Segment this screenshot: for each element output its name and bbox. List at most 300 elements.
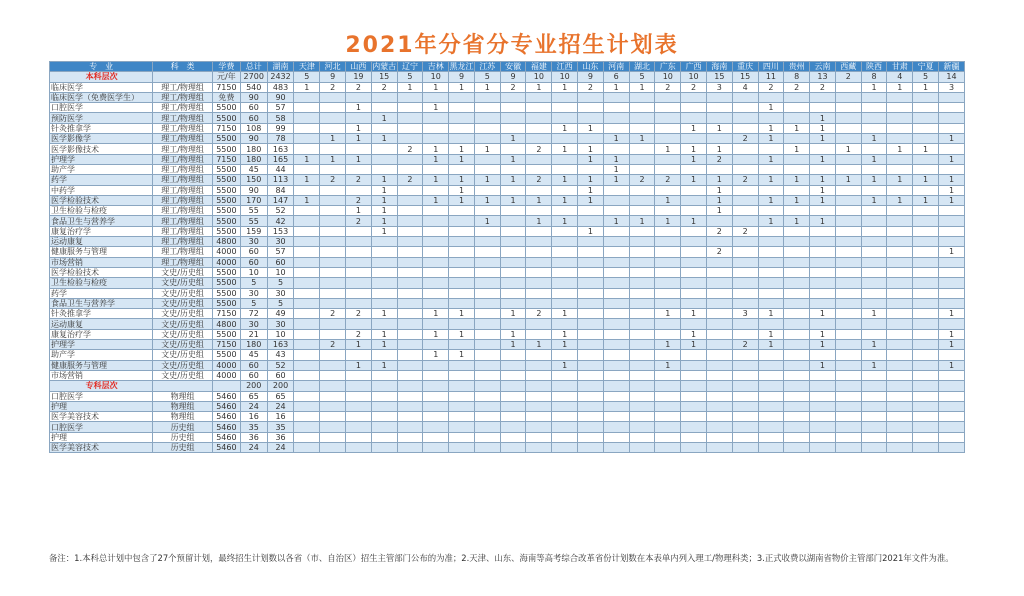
category-cell: 理工/物理组 <box>153 247 213 257</box>
value-cell <box>320 216 346 226</box>
value-cell: 57 <box>267 247 294 257</box>
value-cell <box>526 257 552 267</box>
value-cell <box>397 237 423 247</box>
value-cell <box>913 123 939 133</box>
value-cell <box>913 442 939 452</box>
value-cell <box>371 278 397 288</box>
value-cell <box>526 391 552 401</box>
value-cell <box>758 237 784 247</box>
value-cell: 1 <box>758 175 784 185</box>
value-cell: 1 <box>784 123 810 133</box>
value-cell <box>320 267 346 277</box>
category-cell: 理工/物理组 <box>153 82 213 92</box>
column-header: 广西 <box>681 62 707 72</box>
column-header: 河北 <box>320 62 346 72</box>
value-cell <box>681 237 707 247</box>
value-cell <box>861 247 887 257</box>
section-row <box>50 381 965 391</box>
major-cell: 医学检验技术 <box>50 267 153 277</box>
value-cell <box>681 360 707 370</box>
column-header: 福建 <box>526 62 552 72</box>
value-cell <box>913 401 939 411</box>
value-cell: 2 <box>835 72 861 82</box>
value-cell <box>578 432 604 442</box>
value-cell <box>578 309 604 319</box>
value-cell: 60 <box>240 247 267 257</box>
category-cell: 理工/物理组 <box>153 185 213 195</box>
category-cell: 理工/物理组 <box>153 175 213 185</box>
value-cell <box>320 185 346 195</box>
value-cell <box>500 288 526 298</box>
table-row <box>50 123 965 133</box>
value-cell <box>732 92 758 102</box>
value-cell <box>861 381 887 391</box>
value-cell <box>423 206 449 216</box>
table-row <box>50 412 965 422</box>
value-cell <box>500 185 526 195</box>
value-cell: 2 <box>346 82 372 92</box>
value-cell: 45 <box>240 350 267 360</box>
value-cell <box>732 422 758 432</box>
value-cell <box>835 360 861 370</box>
category-cell: 文史/历史组 <box>153 319 213 329</box>
column-header: 江西 <box>552 62 578 72</box>
category-cell: 文史/历史组 <box>153 360 213 370</box>
value-cell: 60 <box>240 370 267 380</box>
value-cell: 540 <box>240 82 267 92</box>
value-cell <box>938 257 964 267</box>
value-cell <box>449 412 475 422</box>
value-cell: 元/年 <box>212 72 240 82</box>
value-cell <box>887 329 913 339</box>
value-cell <box>629 92 655 102</box>
value-cell <box>346 185 372 195</box>
value-cell <box>371 247 397 257</box>
value-cell <box>320 103 346 113</box>
value-cell: 5500 <box>212 267 240 277</box>
table-row <box>50 216 965 226</box>
value-cell <box>423 226 449 236</box>
value-cell <box>294 412 320 422</box>
value-cell: 57 <box>267 103 294 113</box>
value-cell <box>294 370 320 380</box>
value-cell <box>346 226 372 236</box>
value-cell <box>655 422 681 432</box>
value-cell <box>913 381 939 391</box>
value-cell <box>938 278 964 288</box>
value-cell <box>706 237 732 247</box>
value-cell <box>758 370 784 380</box>
value-cell: 5 <box>240 298 267 308</box>
value-cell <box>810 381 836 391</box>
value-cell <box>294 432 320 442</box>
value-cell <box>887 154 913 164</box>
value-cell <box>784 350 810 360</box>
value-cell <box>294 103 320 113</box>
value-cell <box>578 257 604 267</box>
value-cell: 1 <box>294 82 320 92</box>
value-cell <box>294 206 320 216</box>
value-cell <box>578 134 604 144</box>
value-cell <box>397 164 423 174</box>
value-cell <box>629 278 655 288</box>
value-cell <box>552 422 578 432</box>
value-cell: 1 <box>835 175 861 185</box>
value-cell <box>423 319 449 329</box>
value-cell: 13 <box>810 72 836 82</box>
value-cell: 7150 <box>212 123 240 133</box>
value-cell <box>835 309 861 319</box>
value-cell <box>294 309 320 319</box>
value-cell <box>810 401 836 411</box>
value-cell: 1 <box>578 185 604 195</box>
value-cell: 1 <box>810 329 836 339</box>
value-cell <box>629 360 655 370</box>
value-cell <box>938 391 964 401</box>
value-cell <box>474 92 500 102</box>
value-cell: 1 <box>758 103 784 113</box>
value-cell <box>629 340 655 350</box>
value-cell <box>423 422 449 432</box>
value-cell: 36 <box>267 432 294 442</box>
value-cell <box>346 350 372 360</box>
value-cell <box>603 123 629 133</box>
value-cell <box>706 391 732 401</box>
value-cell <box>655 381 681 391</box>
value-cell: 52 <box>267 360 294 370</box>
column-header: 海南 <box>706 62 732 72</box>
column-header: 河南 <box>603 62 629 72</box>
value-cell: 5500 <box>212 206 240 216</box>
value-cell <box>474 103 500 113</box>
value-cell <box>706 360 732 370</box>
value-cell <box>449 206 475 216</box>
value-cell: 2 <box>346 309 372 319</box>
value-cell <box>474 237 500 247</box>
value-cell <box>294 298 320 308</box>
category-cell: 理工/物理组 <box>153 216 213 226</box>
value-cell: 1 <box>578 175 604 185</box>
value-cell: 170 <box>240 195 267 205</box>
value-cell <box>346 412 372 422</box>
value-cell: 52 <box>267 206 294 216</box>
value-cell: 2 <box>320 82 346 92</box>
value-cell <box>913 370 939 380</box>
value-cell: 1 <box>449 350 475 360</box>
value-cell <box>294 247 320 257</box>
value-cell <box>320 381 346 391</box>
value-cell <box>835 226 861 236</box>
value-cell: 1 <box>938 340 964 350</box>
value-cell <box>913 257 939 267</box>
category-cell: 文史/历史组 <box>153 309 213 319</box>
category-cell: 历史组 <box>153 422 213 432</box>
value-cell <box>655 257 681 267</box>
value-cell <box>552 206 578 216</box>
value-cell <box>732 401 758 411</box>
value-cell <box>835 206 861 216</box>
value-cell: 4800 <box>212 319 240 329</box>
value-cell <box>526 350 552 360</box>
major-cell: 医学检验技术 <box>50 195 153 205</box>
value-cell <box>913 278 939 288</box>
value-cell <box>449 288 475 298</box>
value-cell <box>732 370 758 380</box>
value-cell <box>887 257 913 267</box>
value-cell <box>423 360 449 370</box>
table-row <box>50 422 965 432</box>
value-cell: 150 <box>240 175 267 185</box>
value-cell <box>500 391 526 401</box>
value-cell: 60 <box>267 370 294 380</box>
value-cell: 5 <box>629 72 655 82</box>
value-cell: 1 <box>938 360 964 370</box>
value-cell <box>938 370 964 380</box>
value-cell <box>681 134 707 144</box>
value-cell <box>784 92 810 102</box>
value-cell <box>371 412 397 422</box>
value-cell: 1 <box>578 226 604 236</box>
value-cell <box>706 278 732 288</box>
value-cell <box>500 226 526 236</box>
value-cell: 58 <box>267 113 294 123</box>
value-cell <box>578 412 604 422</box>
value-cell <box>320 226 346 236</box>
value-cell <box>706 257 732 267</box>
value-cell <box>449 370 475 380</box>
value-cell: 1 <box>758 134 784 144</box>
value-cell: 90 <box>240 92 267 102</box>
header-row <box>50 62 965 72</box>
value-cell: 10 <box>655 72 681 82</box>
table-row <box>50 340 965 350</box>
value-cell: 30 <box>240 237 267 247</box>
value-cell: 1 <box>552 360 578 370</box>
value-cell <box>784 309 810 319</box>
value-cell <box>346 164 372 174</box>
value-cell: 1 <box>810 134 836 144</box>
value-cell <box>603 360 629 370</box>
value-cell <box>474 267 500 277</box>
value-cell <box>629 370 655 380</box>
table-row <box>50 298 965 308</box>
value-cell <box>655 267 681 277</box>
value-cell: 2 <box>346 195 372 205</box>
value-cell: 5500 <box>212 350 240 360</box>
major-cell: 针灸推拿学 <box>50 309 153 319</box>
value-cell: 113 <box>267 175 294 185</box>
value-cell <box>758 164 784 174</box>
value-cell: 1 <box>758 329 784 339</box>
value-cell: 16 <box>240 412 267 422</box>
value-cell: 2 <box>706 247 732 257</box>
value-cell <box>603 237 629 247</box>
value-cell <box>861 370 887 380</box>
value-cell <box>500 381 526 391</box>
value-cell: 5500 <box>212 144 240 154</box>
value-cell <box>938 206 964 216</box>
value-cell <box>732 247 758 257</box>
value-cell <box>938 422 964 432</box>
value-cell <box>526 412 552 422</box>
value-cell <box>526 185 552 195</box>
value-cell <box>397 206 423 216</box>
value-cell <box>526 164 552 174</box>
value-cell <box>835 134 861 144</box>
value-cell <box>835 442 861 452</box>
value-cell <box>732 123 758 133</box>
value-cell <box>938 164 964 174</box>
category-cell: 历史组 <box>153 442 213 452</box>
value-cell <box>500 401 526 411</box>
value-cell: 1 <box>552 340 578 350</box>
value-cell <box>449 92 475 102</box>
value-cell <box>449 401 475 411</box>
value-cell <box>294 113 320 123</box>
value-cell <box>732 195 758 205</box>
value-cell <box>397 278 423 288</box>
value-cell <box>397 226 423 236</box>
value-cell <box>294 216 320 226</box>
value-cell: 1 <box>629 134 655 144</box>
major-cell: 中药学 <box>50 185 153 195</box>
value-cell <box>681 226 707 236</box>
value-cell: 5500 <box>212 298 240 308</box>
value-cell <box>861 391 887 401</box>
value-cell <box>861 267 887 277</box>
value-cell <box>732 267 758 277</box>
value-cell <box>784 103 810 113</box>
value-cell <box>810 144 836 154</box>
value-cell <box>913 237 939 247</box>
value-cell <box>474 185 500 195</box>
value-cell <box>423 267 449 277</box>
value-cell <box>500 319 526 329</box>
value-cell <box>758 206 784 216</box>
value-cell <box>655 185 681 195</box>
major-cell: 市场营销 <box>50 370 153 380</box>
major-cell: 康复治疗学 <box>50 226 153 236</box>
value-cell <box>500 370 526 380</box>
value-cell <box>603 288 629 298</box>
value-cell: 2 <box>320 340 346 350</box>
value-cell <box>681 206 707 216</box>
value-cell <box>449 340 475 350</box>
value-cell <box>655 401 681 411</box>
value-cell <box>655 134 681 144</box>
value-cell <box>913 92 939 102</box>
value-cell: 1 <box>655 309 681 319</box>
value-cell <box>371 103 397 113</box>
value-cell <box>835 298 861 308</box>
value-cell: 147 <box>267 195 294 205</box>
value-cell: 44 <box>267 164 294 174</box>
value-cell: 5500 <box>212 134 240 144</box>
value-cell <box>655 350 681 360</box>
value-cell <box>294 350 320 360</box>
table-header <box>50 62 965 72</box>
value-cell <box>552 103 578 113</box>
value-cell: 1 <box>810 154 836 164</box>
major-cell: 运动康复 <box>50 319 153 329</box>
value-cell <box>603 103 629 113</box>
value-cell <box>913 340 939 350</box>
value-cell <box>810 206 836 216</box>
value-cell <box>938 319 964 329</box>
category-cell: 理工/物理组 <box>153 123 213 133</box>
value-cell: 7150 <box>212 82 240 92</box>
value-cell <box>887 247 913 257</box>
value-cell <box>887 164 913 174</box>
value-cell: 1 <box>449 195 475 205</box>
value-cell <box>397 195 423 205</box>
value-cell <box>474 391 500 401</box>
value-cell <box>552 267 578 277</box>
value-cell <box>500 350 526 360</box>
value-cell <box>681 92 707 102</box>
value-cell <box>887 340 913 350</box>
value-cell <box>320 370 346 380</box>
value-cell <box>732 288 758 298</box>
value-cell <box>887 298 913 308</box>
value-cell <box>526 442 552 452</box>
value-cell <box>810 298 836 308</box>
value-cell: 1 <box>552 329 578 339</box>
value-cell <box>526 134 552 144</box>
value-cell <box>346 432 372 442</box>
value-cell <box>320 257 346 267</box>
value-cell: 1 <box>681 154 707 164</box>
value-cell: 1 <box>681 340 707 350</box>
value-cell <box>655 329 681 339</box>
category-cell: 理工/物理组 <box>153 226 213 236</box>
value-cell <box>629 288 655 298</box>
value-cell <box>552 154 578 164</box>
value-cell: 15 <box>732 72 758 82</box>
column-header: 云南 <box>810 62 836 72</box>
value-cell <box>500 123 526 133</box>
value-cell <box>500 144 526 154</box>
value-cell: 43 <box>267 350 294 360</box>
major-cell: 卫生检验与检疫 <box>50 278 153 288</box>
value-cell <box>603 278 629 288</box>
value-cell <box>887 267 913 277</box>
value-cell <box>758 144 784 154</box>
value-cell <box>835 350 861 360</box>
value-cell <box>294 442 320 452</box>
major-cell: 药学 <box>50 288 153 298</box>
value-cell <box>810 247 836 257</box>
value-cell: 1 <box>810 340 836 350</box>
value-cell <box>371 144 397 154</box>
value-cell <box>603 185 629 195</box>
value-cell <box>887 309 913 319</box>
major-cell: 临床医学 <box>50 82 153 92</box>
value-cell <box>397 370 423 380</box>
value-cell <box>784 278 810 288</box>
value-cell: 1 <box>423 350 449 360</box>
value-cell <box>810 370 836 380</box>
value-cell <box>294 391 320 401</box>
value-cell <box>474 113 500 123</box>
value-cell <box>423 381 449 391</box>
value-cell <box>810 164 836 174</box>
value-cell: 1 <box>526 82 552 92</box>
value-cell <box>861 206 887 216</box>
value-cell: 1 <box>346 360 372 370</box>
value-cell <box>371 92 397 102</box>
value-cell <box>655 278 681 288</box>
